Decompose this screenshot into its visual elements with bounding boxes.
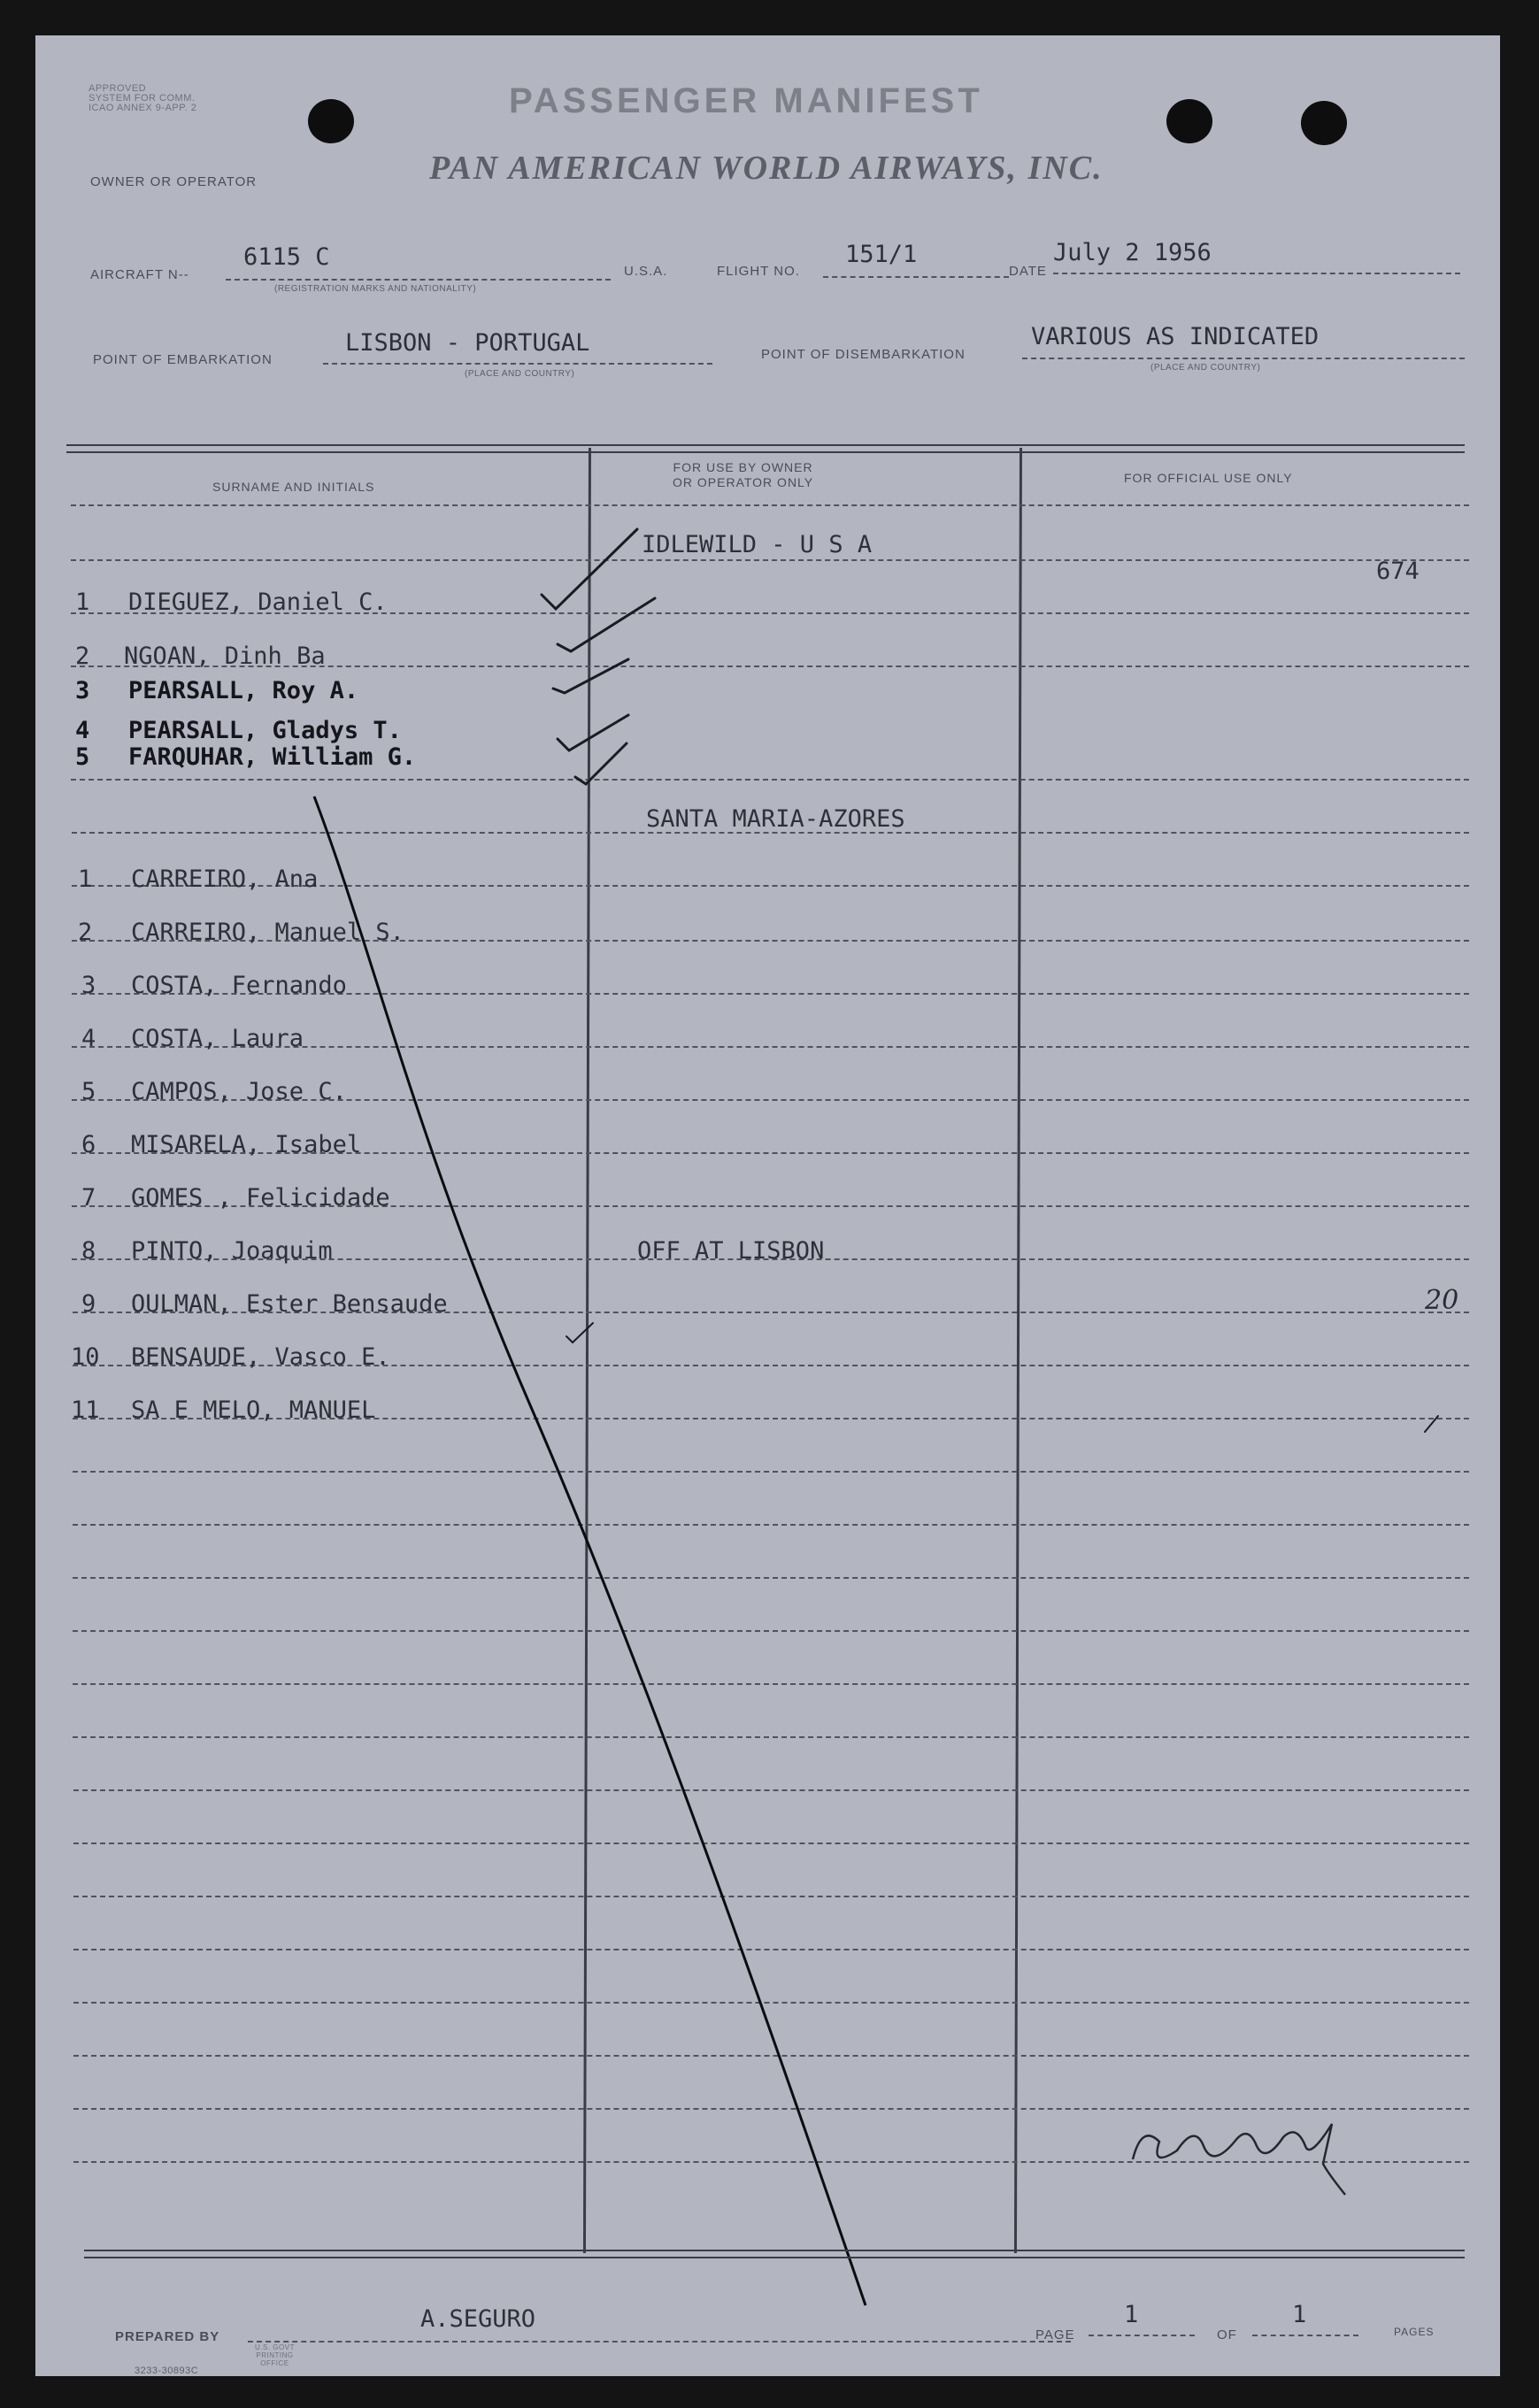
passenger-name: CARREIRO, Manuel S. [131,919,404,946]
embarkation-label: POINT OF EMBARKATION [93,352,273,367]
column-divider-1 [583,448,591,2253]
passenger-number: 8 [81,1237,96,1265]
form-title: PASSENGER MANIFEST [509,81,983,120]
disembarkation-caption: (PLACE AND COUNTRY) [1150,363,1261,373]
passenger-number: 6 [81,1131,96,1158]
ruled-line [73,1577,1469,1579]
group1-destination: IDLEWILD - U S A [642,531,873,558]
passenger-name: COSTA, Laura [131,1025,304,1052]
date-underline [1053,273,1460,274]
flight-underline [823,276,1009,278]
manifest-page [35,35,1500,2376]
owner-label: OWNER OR OPERATOR [90,174,258,189]
table-bottom-rule-2 [84,2257,1465,2258]
passenger-name: DIEGUEZ, Daniel C. [128,589,388,616]
ruled-line [73,1471,1469,1473]
page-value: 1 [1124,2301,1139,2328]
of-value: 1 [1292,2301,1307,2328]
ruled-line [71,779,1469,781]
aircraft-value: 6115 C [243,243,330,271]
passenger-name: BENSAUDE, Vasco E. [131,1343,390,1371]
flight-value: 151/1 [845,241,918,268]
signature-scribble [1133,2124,1345,2195]
table-bottom-rule [84,2250,1465,2251]
gpo-mark: U.S. GOVT PRINTING OFFICE [255,2343,295,2367]
page-label: PAGE [1035,2327,1075,2343]
usa-label: U.S.A. [624,264,668,279]
passenger-name: PEARSALL, Gladys T. [128,717,402,744]
passenger-name: FARQUHAR, William G. [128,743,417,771]
ruled-line [71,504,1469,506]
passenger-number: 3 [75,677,90,704]
ruled-line [73,1843,1469,1844]
ruled-line [73,1949,1469,1950]
table-top-rule [66,444,1465,446]
table-top-rule-2 [66,451,1465,453]
passenger-number: 1 [75,589,90,616]
column-header-surname: SURNAME AND INITIALS [212,480,375,494]
embarkation-value: LISBON - PORTUGAL [345,329,590,357]
passenger-name: SA E MELO, MANUEL [131,1396,376,1424]
aircraft-label: AIRCRAFT N-- [90,267,189,282]
column-divider-2 [1014,448,1022,2253]
ruled-line [73,1524,1469,1526]
airline-name: PAN AMERICAN WORLD AIRWAYS, INC. [429,150,1104,187]
disembarkation-label: POINT OF DISEMBARKATION [761,347,966,362]
passenger-name: PINTO, Joaquim [131,1237,333,1265]
ruled-line [73,2161,1469,2163]
checkmarks [542,529,1438,1432]
passenger-number: 5 [75,743,90,771]
passenger-number: 3 [81,972,96,999]
punch-hole-middle [1166,99,1212,143]
page-underline [1089,2335,1195,2336]
checkmark [558,598,655,651]
ruled-line [73,2055,1469,2057]
embarkation-underline [323,363,712,365]
passenger-number: 9 [81,1290,96,1318]
passenger-name: GOMES , Felicidade [131,1184,390,1212]
passenger-number: 1 [78,865,93,893]
prepared-by-value: A.SEGURO [420,2305,536,2333]
checkmark [558,715,628,750]
passenger-number: 10 [71,1343,100,1371]
date-value: July 2 1956 [1053,239,1212,266]
ruled-line [73,2108,1469,2110]
passenger-number: 11 [71,1396,100,1424]
passenger-name: NGOAN, Dinh Ba [124,642,326,670]
aircraft-underline [226,279,611,281]
ruled-line [73,1736,1469,1738]
passenger-name: CARREIRO, Ana [131,865,319,893]
checkmark [553,659,628,693]
date-label: DATE [1009,264,1047,279]
approval-stamp: APPROVED SYSTEM FOR COMM. ICAO ANNEX 9-APP. 2 [88,83,197,113]
official-mark: 20 [1425,1285,1459,1316]
column-header-official: FOR OFFICIAL USE ONLY [1124,471,1293,485]
small-checkmark [566,1323,593,1342]
of-label: OF [1217,2327,1237,2343]
ruled-line [73,1789,1469,1791]
disembarkation-underline [1022,358,1465,359]
registration-caption: (REGISTRATION MARKS AND NATIONALITY) [274,284,477,294]
column-header-operator: FOR USE BY OWNER OR OPERATOR ONLY [673,460,814,489]
ruled-line [73,1683,1469,1685]
operator-note: OFF AT LISBON [637,1237,825,1265]
passenger-number: 5 [81,1078,96,1105]
passenger-name: OULMAN, Ester Bensaude [131,1290,448,1318]
flight-label: FLIGHT NO. [717,264,800,279]
passenger-name: PEARSALL, Roy A. [128,677,359,704]
passenger-number: 4 [75,717,90,744]
ruled-line [71,559,1469,561]
passenger-name: COSTA, Fernando [131,972,347,999]
pages-label: PAGES [1394,2326,1435,2338]
passenger-number: 4 [81,1025,96,1052]
form-number: 3233-30893C [135,2366,199,2376]
passenger-number: 7 [81,1184,96,1212]
strike-through-line [314,796,866,2305]
punch-hole-right [1301,101,1347,145]
group1-official-note: 674 [1376,558,1420,585]
ruled-line [73,1630,1469,1632]
disembarkation-value: VARIOUS AS INDICATED [1031,323,1320,350]
prepared-by-label: PREPARED BY [115,2329,220,2344]
passenger-name: MISARELA, Isabel [131,1131,362,1158]
prepared-by-underline [248,2341,1071,2343]
passenger-name: CAMPOS, Jose C. [131,1078,347,1105]
embarkation-caption: (PLACE AND COUNTRY) [465,369,575,379]
ruled-line [73,2002,1469,2004]
passenger-number: 2 [75,642,90,670]
punch-hole-left [308,99,354,143]
of-underline [1252,2335,1358,2336]
ruled-line [73,1896,1469,1897]
passenger-number: 2 [78,919,93,946]
group2-destination: SANTA MARIA-AZORES [646,805,905,833]
